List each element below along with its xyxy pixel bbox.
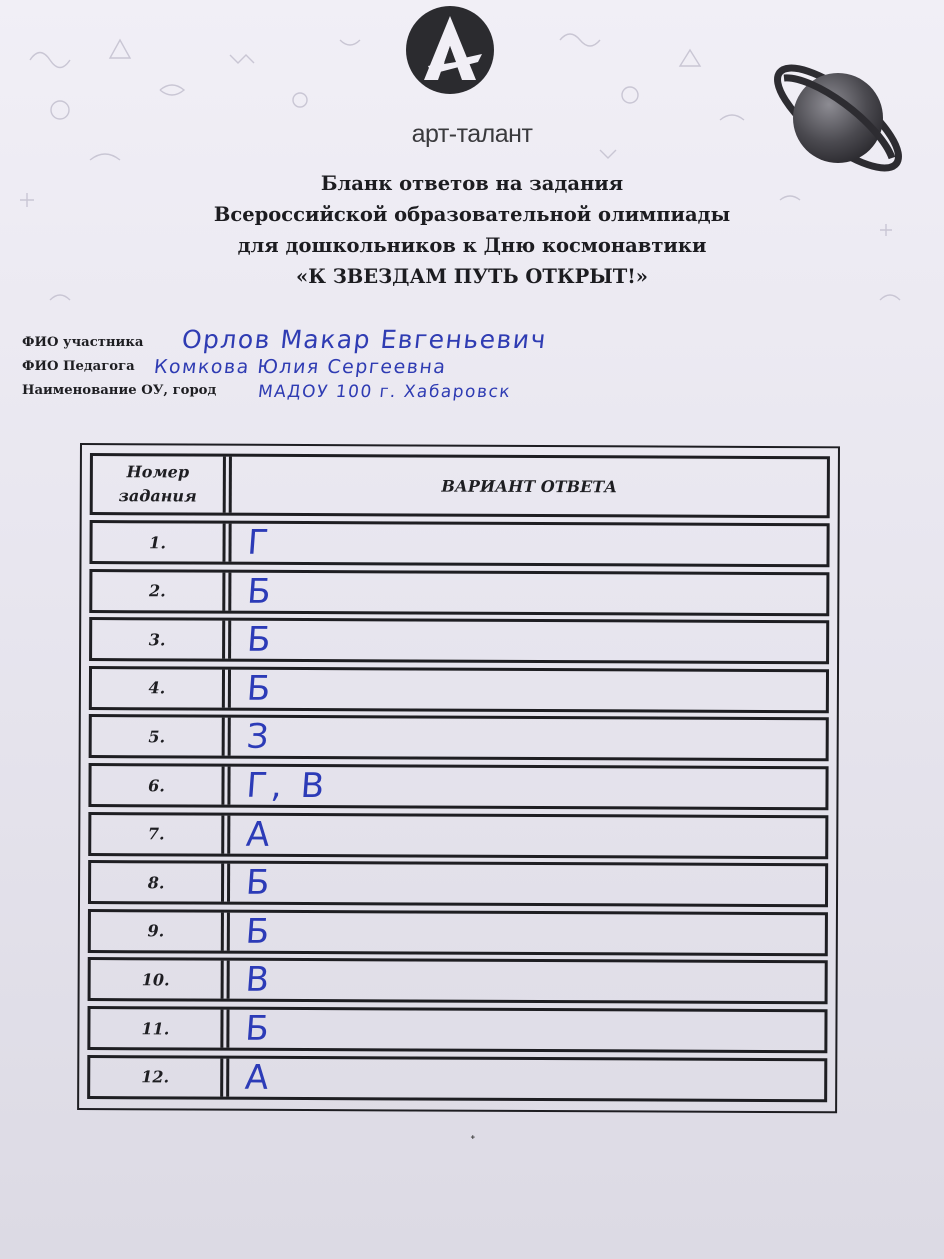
table-row (88, 763, 828, 810)
task-number: 8. (91, 863, 224, 902)
brand-name: арт-талант (411, 120, 533, 148)
handwritten-answer: Б (245, 571, 277, 612)
participant-value[interactable]: Орлов Макар Евгеньевич (180, 325, 549, 354)
answer-cell[interactable] (228, 524, 826, 565)
organization-value[interactable]: МАДОУ 100 г. Хабаровск (256, 382, 513, 402)
table-row (88, 909, 828, 956)
title-line-2: Всероссийской образовательной олимпиады (213, 203, 731, 226)
task-number: 5. (92, 717, 225, 756)
answer-cell[interactable] (226, 1010, 824, 1051)
answer-cell[interactable] (228, 572, 826, 613)
teacher-row (22, 354, 902, 378)
answer-table (77, 443, 840, 1113)
table-row (87, 1055, 827, 1102)
answer-cell[interactable] (228, 621, 826, 662)
table-row (89, 520, 829, 567)
table-row (89, 714, 829, 761)
table-row (87, 1006, 827, 1053)
header-num-line-1: Номер (126, 462, 190, 482)
participant-label: ФИО участника (22, 335, 144, 350)
answer-cell[interactable] (227, 864, 825, 905)
answer-cell[interactable] (226, 1058, 824, 1099)
organization-row (22, 378, 902, 402)
task-number: 7. (91, 815, 224, 854)
handwritten-answer: А (243, 1057, 274, 1098)
art-talant-logo-icon (404, 0, 496, 112)
task-number: 10. (91, 960, 224, 999)
table-row (89, 617, 829, 664)
task-number: 12. (90, 1058, 223, 1097)
header-num-line-2: задания (118, 486, 197, 506)
participant-info (22, 325, 902, 402)
table-row (89, 666, 829, 713)
handwritten-answer: А (244, 814, 276, 855)
answer-cell[interactable] (228, 718, 826, 759)
title-line-3: для дошкольников к Дню космонавтики (237, 234, 707, 257)
handwritten-answer: Б (244, 911, 275, 952)
task-number: 11. (90, 1009, 223, 1048)
organization-label: Наименование ОУ, город (22, 383, 217, 398)
answer-cell[interactable] (227, 961, 825, 1002)
teacher-label: ФИО Педагога (22, 359, 135, 374)
answer-cell[interactable] (228, 669, 826, 710)
table-row (88, 860, 828, 907)
answer-cell[interactable] (227, 912, 825, 953)
task-number: 3. (92, 620, 225, 659)
header-answer-variant: ВАРИАНТ ОТВЕТА (229, 457, 827, 516)
handwritten-answer: В (244, 960, 275, 1001)
task-number: 6. (91, 766, 224, 805)
handwritten-answer: Б (245, 668, 276, 709)
handwritten-answer: Б (245, 619, 276, 661)
handwritten-answer: З (245, 717, 275, 758)
header-task-number (93, 456, 226, 513)
teacher-value[interactable]: Комкова Юлия Сергеевна (152, 356, 448, 378)
table-header (90, 453, 830, 518)
handwritten-answer: Б (244, 862, 275, 904)
table-row (88, 957, 828, 1004)
handwritten-answer: Б (243, 1008, 275, 1049)
title-line-1: Бланк ответов на задания (320, 172, 624, 195)
participant-row (22, 325, 902, 354)
table-row (89, 569, 829, 616)
answer-cell[interactable] (227, 815, 825, 856)
task-number: 1. (92, 523, 225, 562)
form-title (0, 168, 944, 292)
handwritten-answer: Г, В (245, 765, 330, 807)
task-number: 4. (92, 669, 225, 708)
task-number: 2. (92, 572, 225, 611)
task-number: 9. (91, 912, 224, 951)
table-row (88, 812, 828, 859)
title-line-4: «К ЗВЕЗДАМ ПУТЬ ОТКРЫТ!» (296, 265, 648, 288)
answer-cell[interactable] (227, 767, 825, 808)
stray-mark: ᐩ (470, 1133, 476, 1149)
handwritten-answer: Г (246, 522, 274, 563)
